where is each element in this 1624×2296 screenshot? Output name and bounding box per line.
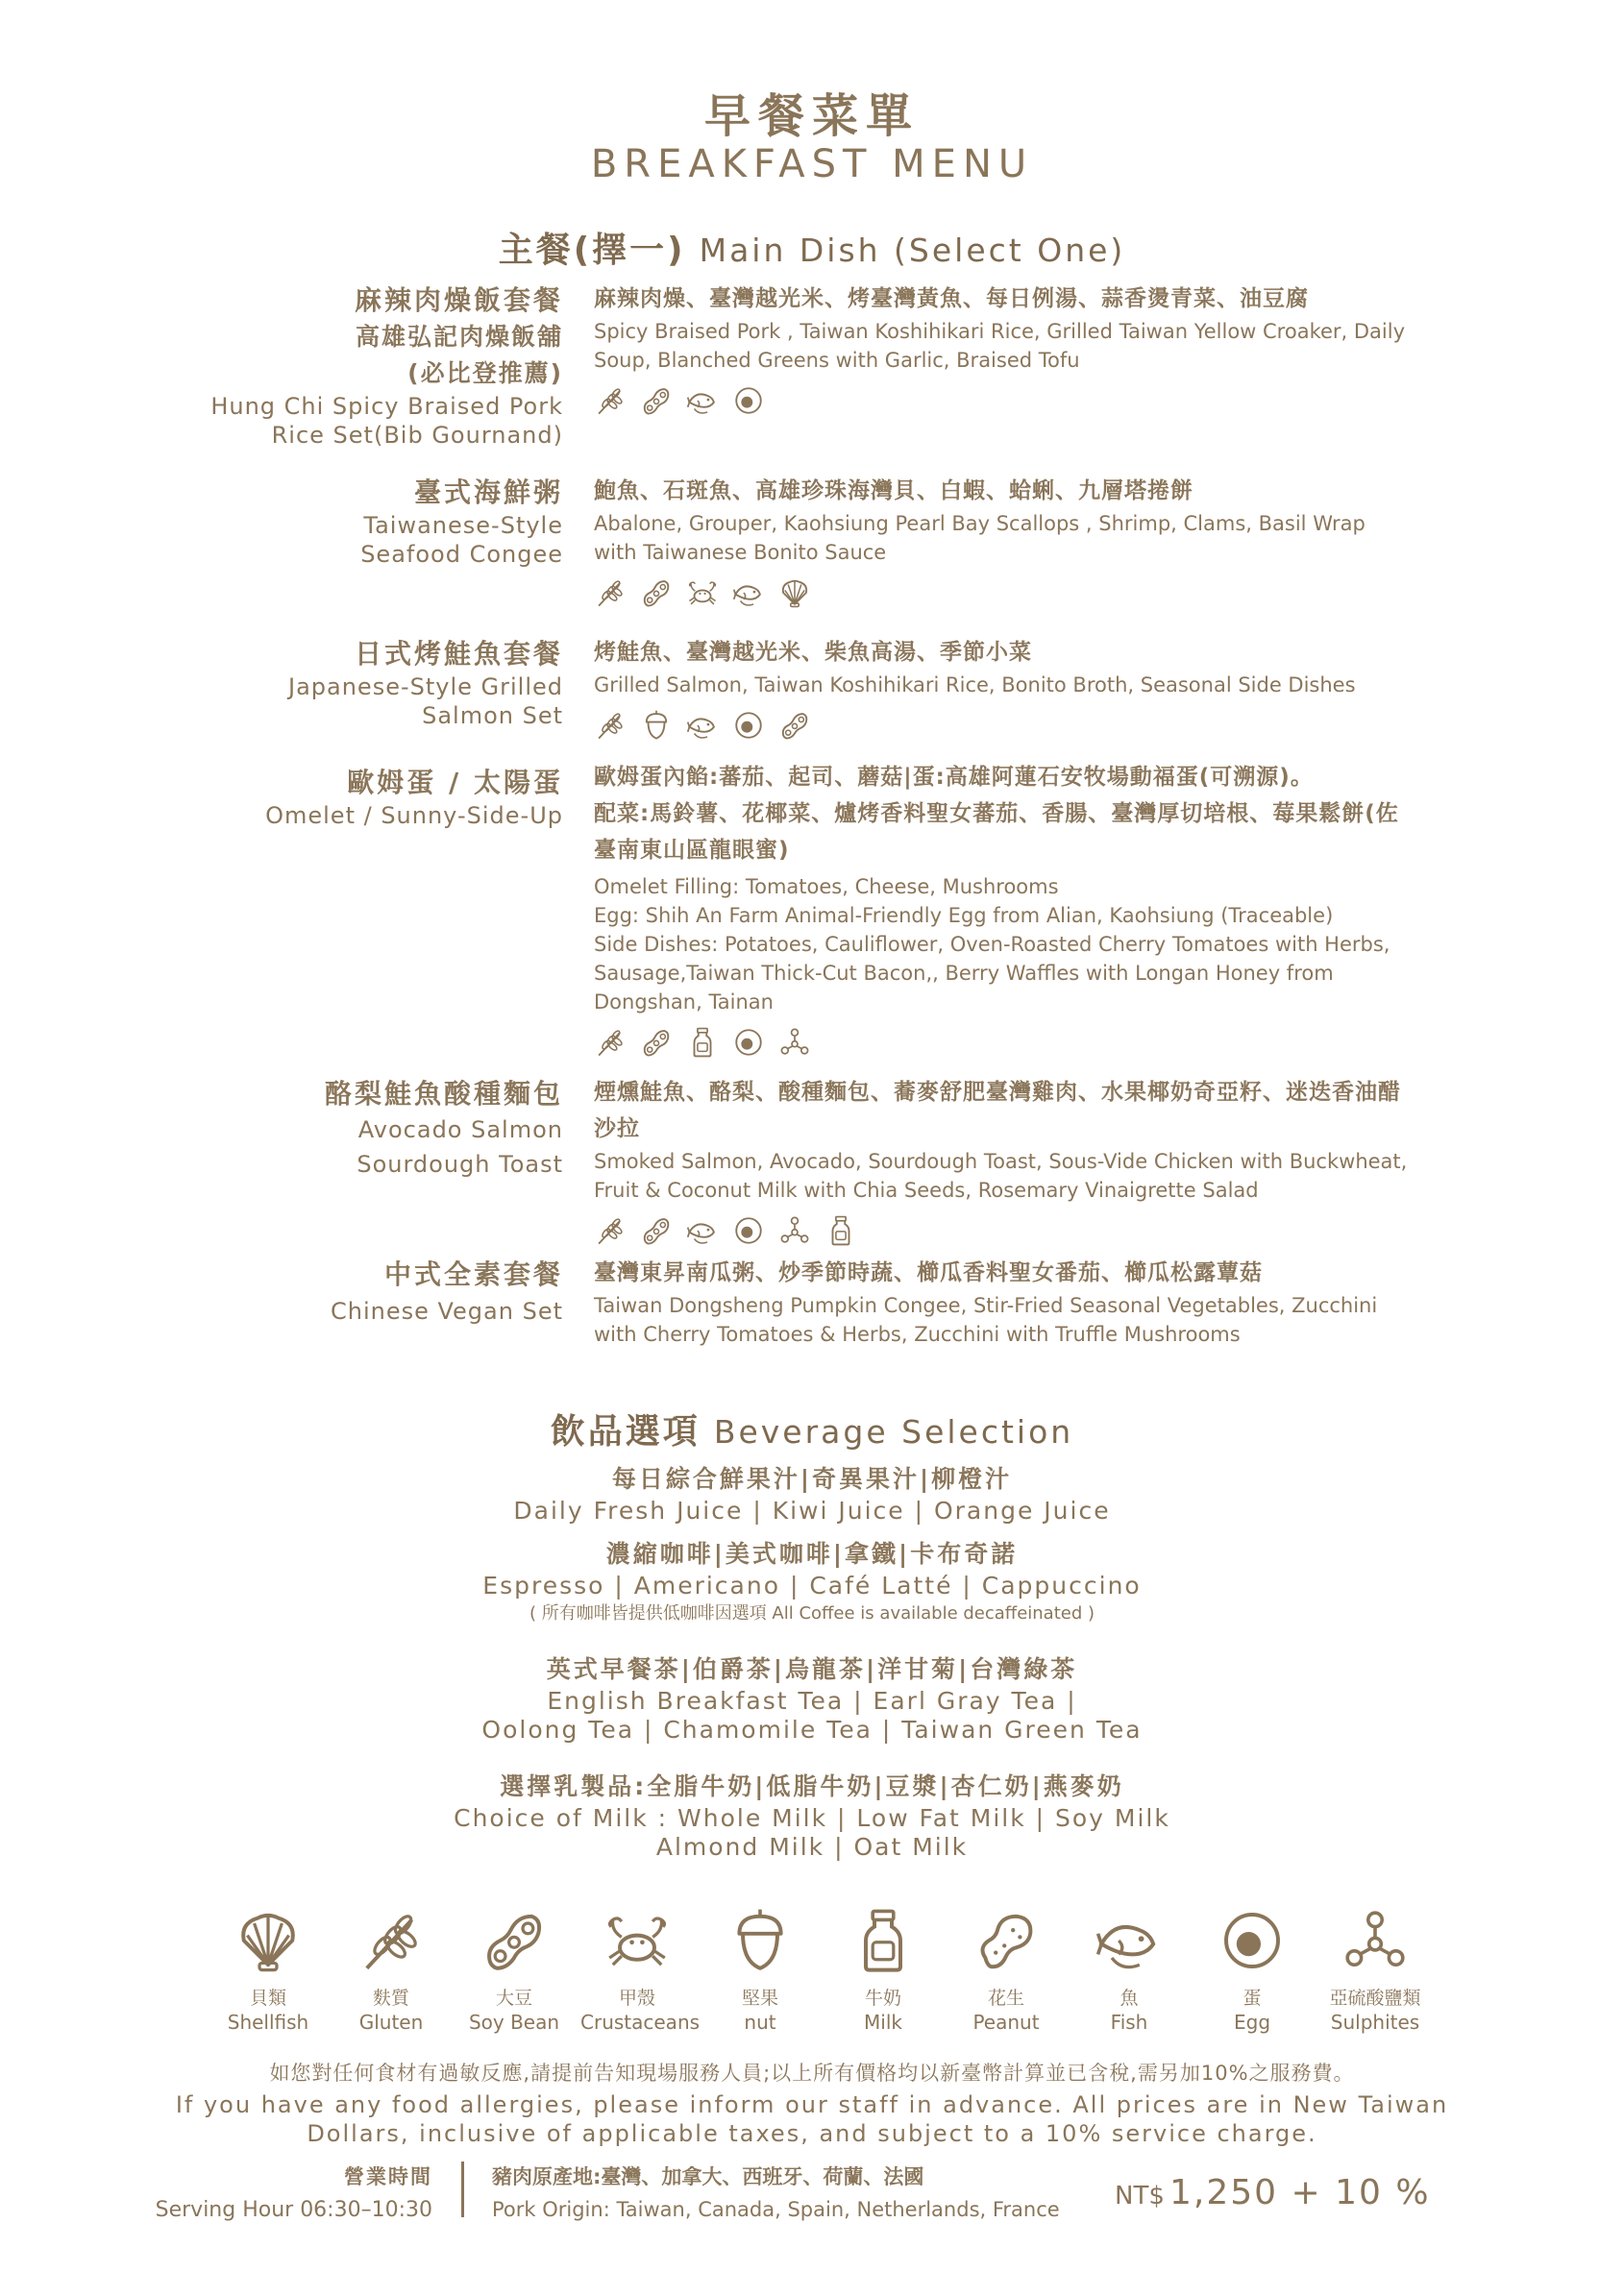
serving-hours-zh: 營業時間: [344, 2165, 432, 2188]
dish-desc-block: [594, 634, 1411, 745]
soy-bean-icon: [640, 576, 673, 609]
fish-icon: [686, 1214, 719, 1247]
legend-label-zh: 蛋: [1243, 1988, 1262, 2009]
beverage-heading-en: Beverage Selection: [713, 1413, 1074, 1451]
crab-icon: [686, 576, 719, 609]
soy-bean-icon: [640, 1026, 673, 1059]
dish-name-zh: 日式烤鮭魚套餐: [354, 638, 563, 670]
allergy-notice-en: Dollars, inclusive of applicable taxes, and subject to a 10% service charge.: [307, 2120, 1317, 2147]
dish-desc-zh: 鮑魚、石斑魚、高雄珍珠海灣貝、白蝦、蛤蜊、九層塔捲餅: [594, 478, 1193, 503]
main-dish-heading-en: Main Dish (Select One): [699, 232, 1126, 269]
legend-item-crustaceans: [580, 1902, 701, 2035]
allergy-notice-zh: 如您對任何食材有過敏反應,請提前告知現場服務人員;以上所有價格均以新臺幣計算並已含稅,需另加10%之服務費。: [269, 2062, 1355, 2085]
peanut-icon: [949, 1902, 1063, 1979]
dish-desc-en: Omelet Filling: Tomatoes, Cheese, Mushrooms: [594, 875, 1059, 898]
legend-label-zh: 花生: [987, 1988, 1024, 2009]
beverage-juice: [0, 1462, 1624, 1526]
dish-name-en: Omelet / Sunny-Side-Up: [265, 802, 563, 829]
legend-label-en: Sulphites: [1330, 2011, 1420, 2034]
allergy-notice: [0, 2058, 1624, 2087]
shellfish-icon: [778, 576, 811, 609]
legend-label-zh: 亞硫酸鹽類: [1329, 1988, 1421, 2009]
dish-name-zh: 臺式海鮮粥: [413, 476, 563, 508]
allergen-icons: [594, 709, 1411, 745]
dish-desc-block: [594, 473, 1411, 613]
coffee-options-en: Espresso | Americano | Café Latté | Cappuccino: [482, 1572, 1142, 1600]
nut-icon: [703, 1902, 817, 1979]
legend-label-en: Egg: [1233, 2011, 1271, 2034]
coffee-decaf-note: ( 所有咖啡皆提供低咖啡因選項 All Coffee is available decaffeinated ): [529, 1603, 1095, 1624]
legend-item-shellfish: [211, 1902, 325, 2035]
legend-label-en: Fish: [1110, 2011, 1148, 2034]
legend-item-nut: [703, 1902, 817, 2035]
legend-label-zh: 甲殼: [618, 1988, 655, 2009]
dish-desc-en: Smoked Salmon, Avocado, Sourdough Toast, Sous-Vide Chicken with Buckwheat, Fruit & Coconut Milk with Chia Seeds, Rosemary Vinaigrette Salad: [594, 1150, 1408, 1202]
legend-item-milk: [826, 1902, 940, 2035]
soy-bean-icon: [640, 384, 673, 417]
dish-restaurant-zh: 高雄弘記肉燥飯舖: [355, 323, 563, 351]
main-dish-heading-zh: 主餐(擇一): [498, 231, 686, 270]
legend-label-en: Milk: [864, 2011, 902, 2034]
dish-desc-zh: 配菜:馬鈴薯、花椰菜、爐烤香料聖女蕃茄、香腸、臺灣厚切培根、莓果鬆餅(佐臺南東山區龍眼蜜): [594, 801, 1399, 863]
dish-name-en: Chinese Vegan Set: [330, 1298, 563, 1325]
sulphites-icon: [778, 1026, 811, 1059]
dish-name-zh: 酪梨鮭魚酸種麵包: [324, 1078, 563, 1110]
dish-desc-en: Egg: Shih An Farm Animal-Friendly Egg from Alian, Kaohsiung (Traceable): [594, 904, 1334, 927]
gluten-icon: [594, 709, 627, 742]
nut-icon: [640, 709, 673, 742]
fish-icon: [686, 709, 719, 742]
dish-name-block: [96, 475, 563, 569]
dish-desc-block: [594, 759, 1411, 1063]
beverage-heading: [0, 1404, 1624, 1453]
pork-origin-en: Pork Origin: Taiwan, Canada, Spain, Netherlands, France: [492, 2198, 1060, 2221]
gluten-icon: [594, 384, 627, 417]
tea-options-zh: 英式早餐茶|伯爵茶|烏龍茶|洋甘菊|台灣綠茶: [546, 1655, 1078, 1683]
dish-name-en: Avocado Salmon: [357, 1116, 563, 1143]
allergen-icons: [594, 1214, 1411, 1251]
dish-award-zh: (必比登推薦): [407, 359, 563, 387]
dish-name-en: Salmon Set: [422, 702, 563, 729]
legend-label-zh: 麩質: [372, 1988, 409, 2009]
dish-name-en: Seafood Congee: [360, 541, 563, 568]
milk-options-zh: 選擇乳製品:全脂牛奶|低脂牛奶|豆漿|杏仁奶|燕麥奶: [500, 1772, 1124, 1800]
dish-desc-en: Side Dishes: Potatoes, Cauliflower, Oven-Roasted Cherry Tomatoes with Herbs, Sausage,Taiwan Thick-Cut Bacon,, Berry Waffles with Longan Honey from Dongshan, Tainan: [594, 933, 1390, 1014]
dish-name-zh: 中式全素套餐: [383, 1258, 563, 1290]
dish-name-block: [96, 1076, 563, 1182]
dish-name-en: Taiwanese-Style: [363, 512, 563, 539]
dish-desc-zh: 歐姆蛋內餡:蕃茄、起司、蘑菇|蛋:高雄阿蓮石安牧場動福蛋(可溯源)。: [594, 765, 1314, 790]
legend-label-zh: 貝類: [249, 1988, 286, 2009]
egg-icon: [732, 1214, 765, 1247]
dish-name-block: [96, 282, 563, 450]
dish-desc-en: Abalone, Grouper, Kaohsiung Pearl Bay Scallops , Shrimp, Clams, Basil Wrap with Taiwanese Bonito Sauce: [594, 512, 1366, 564]
dish-name-zh: 歐姆蛋 / 太陽蛋: [347, 767, 563, 798]
soy-bean-icon: [457, 1902, 571, 1979]
beverage-coffee: [0, 1537, 1624, 1627]
legend-label-zh: 魚: [1120, 1988, 1139, 2009]
legend-label-en: Crustaceans: [580, 2011, 701, 2034]
dish-desc-block: [594, 281, 1411, 421]
beverage-milk: [0, 1770, 1624, 1862]
allergen-legend: [211, 1902, 1432, 2035]
legend-label-zh: 大豆: [495, 1988, 532, 2009]
dish-desc-block: [594, 1074, 1411, 1251]
pork-origin: [492, 2162, 1088, 2221]
allergy-notice-en-block: [0, 2090, 1624, 2148]
serving-hours-en: Serving Hour 06:30–10:30: [155, 2198, 432, 2222]
legend-item-fish: [1072, 1902, 1186, 2035]
main-dish-heading: [0, 223, 1624, 272]
egg-icon: [732, 1026, 765, 1059]
dish-desc-block: [594, 1255, 1411, 1349]
legend-item-sulphites: [1318, 1902, 1432, 2035]
dish-name-block: [96, 636, 563, 730]
dish-name-en: Japanese-Style Grilled: [287, 673, 563, 700]
milk-options-en: Choice of Milk : Whole Milk | Low Fat Milk | Soy Milk: [454, 1804, 1170, 1832]
crab-icon: [580, 1902, 694, 1979]
beverage-heading-zh: 飲品選項: [550, 1412, 701, 1452]
dish-name-block: [96, 765, 563, 830]
milk-options-en: Almond Milk | Oat Milk: [655, 1833, 969, 1861]
gluten-icon: [334, 1902, 448, 1979]
egg-icon: [732, 384, 765, 417]
milk-icon: [826, 1902, 940, 1979]
legend-label-zh: 牛奶: [864, 1988, 901, 2009]
gluten-icon: [594, 576, 627, 609]
legend-label-zh: 堅果: [741, 1988, 778, 2009]
juice-options-zh: 每日綜合鮮果汁|奇異果汁|柳橙汁: [611, 1465, 1013, 1493]
allergen-icons: [594, 384, 1411, 421]
gluten-icon: [594, 1214, 627, 1247]
price-value: 1,250 + 10 %: [1169, 2173, 1431, 2212]
coffee-options-zh: 濃縮咖啡|美式咖啡|拿鐵|卡布奇諾: [605, 1540, 1019, 1568]
legend-item-egg: [1195, 1902, 1309, 2035]
sulphites-icon: [1318, 1902, 1432, 1979]
gluten-icon: [594, 1026, 627, 1059]
dish-desc-en: Spicy Braised Pork , Taiwan Koshihikari Rice, Grilled Taiwan Yellow Croaker, Daily Soup, Blanched Greens with Garlic, Braised Tofu: [594, 320, 1406, 372]
sulphites-icon: [778, 1214, 811, 1247]
dish-desc-zh: 臺灣東昇南瓜粥、炒季節時蔬、櫛瓜香料聖女番茄、櫛瓜松露蕈菇: [594, 1260, 1263, 1285]
tea-options-en: English Breakfast Tea | Earl Gray Tea |: [547, 1687, 1077, 1715]
dish-name-en: Sourdough Toast: [357, 1151, 563, 1178]
dish-name-en: Hung Chi Spicy Braised Pork: [210, 393, 563, 420]
legend-label-en: nut: [744, 2011, 776, 2034]
legend-label-en: Gluten: [358, 2011, 424, 2034]
footer-divider: [461, 2162, 464, 2217]
legend-item-peanut: [949, 1902, 1063, 2035]
dish-name-en: Rice Set(Bib Gournand): [271, 422, 563, 449]
dish-desc-zh: 麻辣肉燥、臺灣越光米、烤臺灣黃魚、每日例湯、蒜香燙青菜、油豆腐: [594, 286, 1309, 311]
egg-icon: [1195, 1902, 1309, 1979]
fish-icon: [686, 384, 719, 417]
legend-item-gluten: [334, 1902, 448, 2035]
soy-bean-icon: [640, 1214, 673, 1247]
menu-title-en: BREAKFAST MENU: [590, 142, 1034, 186]
dish-name-zh: 麻辣肉燥飯套餐: [354, 284, 563, 316]
egg-icon: [732, 709, 765, 742]
dish-desc-en: Taiwan Dongsheng Pumpkin Congee, Stir-Fried Seasonal Vegetables, Zucchini with Cherry Tomatoes & Herbs, Zucchini with Truffle Mushrooms: [594, 1294, 1378, 1346]
menu-title-zh: 早餐菜單: [703, 89, 920, 143]
juice-options-en: Daily Fresh Juice | Kiwi Juice | Orange Juice: [513, 1497, 1111, 1525]
dish-desc-zh: 煙燻鮭魚、酪梨、酸種麵包、蕎麥舒肥臺灣雞肉、水果椰奶奇亞籽、迷迭香油醋沙拉: [594, 1080, 1401, 1141]
fish-icon: [1072, 1902, 1186, 1979]
allergen-icons: [594, 1026, 1411, 1063]
price: [1115, 2173, 1431, 2212]
legend-item-soy-bean: [457, 1902, 571, 2035]
milk-icon: [824, 1214, 857, 1247]
dish-desc-zh: 烤鮭魚、臺灣越光米、柴魚高湯、季節小菜: [594, 640, 1032, 665]
price-currency: NT$: [1115, 2182, 1165, 2211]
dish-name-block: [96, 1257, 563, 1330]
legend-label-en: Shellfish: [227, 2011, 309, 2034]
shellfish-icon: [211, 1902, 325, 1979]
soy-bean-icon: [778, 709, 811, 742]
tea-options-en: Oolong Tea | Chamomile Tea | Taiwan Green Tea: [481, 1716, 1143, 1744]
milk-icon: [686, 1026, 719, 1059]
legend-label-en: Soy Bean: [468, 2011, 560, 2034]
allergen-icons: [594, 576, 1411, 613]
serving-hours: [144, 2162, 432, 2222]
fish-icon: [732, 576, 765, 609]
allergy-notice-en: If you have any food allergies, please inform our staff in advance. All prices are in New Taiwan: [175, 2091, 1449, 2118]
legend-label-en: Peanut: [972, 2011, 1040, 2034]
dish-desc-en: Grilled Salmon, Taiwan Koshihikari Rice, Bonito Broth, Seasonal Side Dishes: [594, 673, 1356, 696]
pork-origin-zh: 豬肉原產地:臺灣、加拿大、西班牙、荷蘭、法國: [492, 2165, 924, 2188]
beverage-tea: [0, 1652, 1624, 1745]
